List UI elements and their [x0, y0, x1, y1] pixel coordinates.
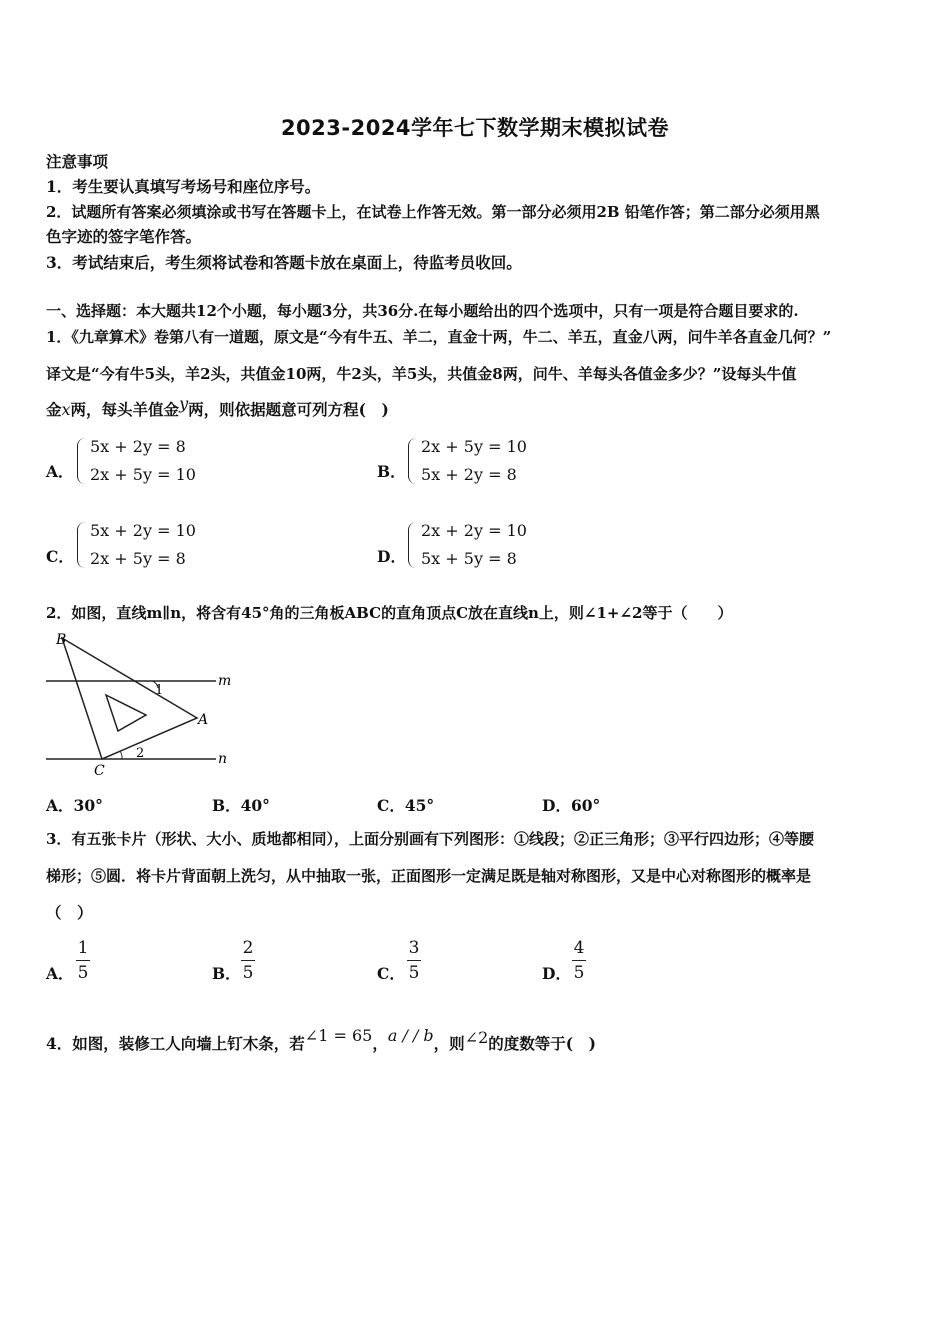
label-angle-2: 2	[136, 746, 145, 761]
q2-option-d[interactable]	[542, 794, 600, 816]
label-angle-1: 1	[155, 683, 164, 698]
q1-option-c-system[interactable]	[77, 517, 196, 573]
label-a: A	[198, 712, 209, 728]
notice-item-2-cont: 色字迹的签字笔作答。	[46, 227, 202, 246]
numerator: 1	[77, 938, 89, 958]
equation: 5x + 5y = 8	[421, 549, 517, 568]
q3-line-3: （ ）	[46, 903, 93, 922]
q1-option-d-label[interactable]: D．	[377, 547, 406, 566]
q1-text-a: 金	[46, 400, 62, 419]
q1-option-c-label[interactable]: C．	[46, 547, 74, 566]
brace-icon	[77, 438, 86, 484]
q1-line-3	[46, 394, 908, 422]
q4-sep: ，则	[433, 1034, 465, 1053]
parallel-expr: a / / b	[387, 1026, 434, 1045]
q3-option-b-fraction[interactable]	[241, 938, 255, 983]
numerator: 4	[573, 938, 585, 958]
notice-item-1: 1．考生要认真填写考场号和座位序号。	[46, 177, 321, 196]
section-heading: 一、选择题：本大题共12个小题，每小题3分，共36分.在每小题给出的四个选项中，只有一项是符合题目要求的.	[46, 302, 799, 320]
angle-2-expr: ∠2	[464, 1028, 489, 1047]
label-c: C	[94, 763, 105, 778]
fraction-bar	[76, 960, 90, 961]
label-n: n	[218, 751, 228, 767]
q1-option-b-system[interactable]	[408, 433, 527, 489]
fraction-bar	[572, 960, 586, 961]
inner-triangle	[106, 695, 146, 731]
denominator: 5	[408, 963, 420, 983]
q3-option-b-label[interactable]: B．	[212, 964, 241, 983]
angle-2-arc	[120, 751, 122, 759]
denominator: 5	[573, 963, 585, 983]
var-y: y	[179, 394, 189, 413]
q1-option-b-label[interactable]: B．	[377, 462, 406, 481]
q3-option-d-fraction[interactable]	[572, 938, 586, 983]
q3-option-a-fraction[interactable]	[76, 938, 90, 983]
q4-text	[46, 1026, 908, 1056]
angle-1-expr: ∠1 = 65	[304, 1026, 373, 1045]
q3-option-a-label[interactable]: A．	[46, 964, 74, 983]
notice-item-2: 2．试题所有答案必须填涂或书写在答题卡上，在试卷上作答无效。第一部分必须用2B 铅笔作答；第二部分必须用黑	[46, 203, 820, 221]
fraction-bar	[407, 960, 421, 961]
option-label: D．	[542, 796, 571, 815]
equation: 5x + 2y = 8	[90, 437, 186, 456]
q1-option-a-system[interactable]	[77, 433, 196, 489]
triangle-abc	[62, 638, 197, 759]
equation: 5x + 2y = 10	[90, 521, 196, 540]
equation: 2x + 2y = 10	[421, 521, 527, 540]
label-b: B	[56, 632, 67, 648]
q3-option-d-label[interactable]: D．	[542, 964, 571, 983]
q2-option-a[interactable]	[46, 794, 103, 816]
option-label: B．	[212, 796, 241, 815]
q1-option-a-label[interactable]: A．	[46, 462, 74, 481]
q3-line-1: 3．有五张卡片（形状、大小、质地都相同），上面分别画有下列图形：①线段；②正三角形；③平行四边形；④等腰	[46, 830, 814, 848]
option-value: 45°	[404, 796, 435, 815]
q2-figure	[40, 628, 240, 778]
q4-sep: ，	[372, 1034, 388, 1053]
option-label: A．	[46, 796, 74, 815]
denominator: 5	[77, 963, 89, 983]
equation: 2x + 5y = 10	[421, 437, 527, 456]
q3-option-c-label[interactable]: C．	[377, 964, 405, 983]
brace-icon	[408, 438, 417, 484]
option-value: 60°	[570, 796, 601, 815]
q2-text: 2．如图，直线m∥n，将含有45°角的三角板ABC的直角顶点C放在直线n上，则∠1+∠2等于（ ）	[46, 604, 733, 622]
q1-text-b: 两，每头羊值金	[70, 400, 180, 419]
notice-heading: 注意事项	[46, 152, 109, 171]
brace-icon	[77, 522, 86, 568]
q1-option-d-system[interactable]	[408, 517, 527, 573]
q4-suffix: 的度数等于( )	[488, 1034, 596, 1053]
equation: 2x + 5y = 10	[90, 465, 196, 484]
q1-line-1: 1．《九章算术》卷第八有一道题，原文是“今有牛五、羊二，直金十两，牛二、羊五，直金八两，问牛羊各直金几何？”	[46, 328, 832, 346]
brace-icon	[408, 522, 417, 568]
option-value: 40°	[240, 796, 270, 815]
option-value: 30°	[73, 796, 103, 815]
var-x: x	[61, 400, 71, 419]
q1-line-2: 译文是“今有牛5头，羊2头，共值金10两，牛2头，羊5头，共值金8两，问牛、羊每头各值金多少？”设每头牛值	[46, 365, 797, 383]
q3-option-c-fraction[interactable]	[407, 938, 421, 983]
q4-prefix: 4．如图，装修工人向墙上钉木条，若	[46, 1034, 305, 1053]
denominator: 5	[242, 963, 254, 983]
label-m: m	[218, 673, 232, 689]
numerator: 3	[408, 938, 420, 958]
notice-item-3: 3．考试结束后，考生须将试卷和答题卡放在桌面上，待监考员收回。	[46, 253, 522, 272]
numerator: 2	[242, 938, 254, 958]
page-title: 2023-2024学年七下数学期末模拟试卷	[280, 116, 670, 140]
equation: 5x + 2y = 8	[421, 465, 517, 484]
q2-option-c[interactable]	[377, 794, 434, 816]
equation: 2x + 5y = 8	[90, 549, 186, 568]
q1-text-c: 两，则依据题意可列方程( )	[188, 400, 389, 419]
option-label: C．	[377, 796, 405, 815]
q3-line-2: 梯形；⑤圆．将卡片背面朝上洗匀，从中抽取一张，正面图形一定满足既是轴对称图形，又是中心对称图形的概率是	[46, 867, 812, 885]
q2-option-b[interactable]	[212, 794, 270, 816]
fraction-bar	[241, 960, 255, 961]
